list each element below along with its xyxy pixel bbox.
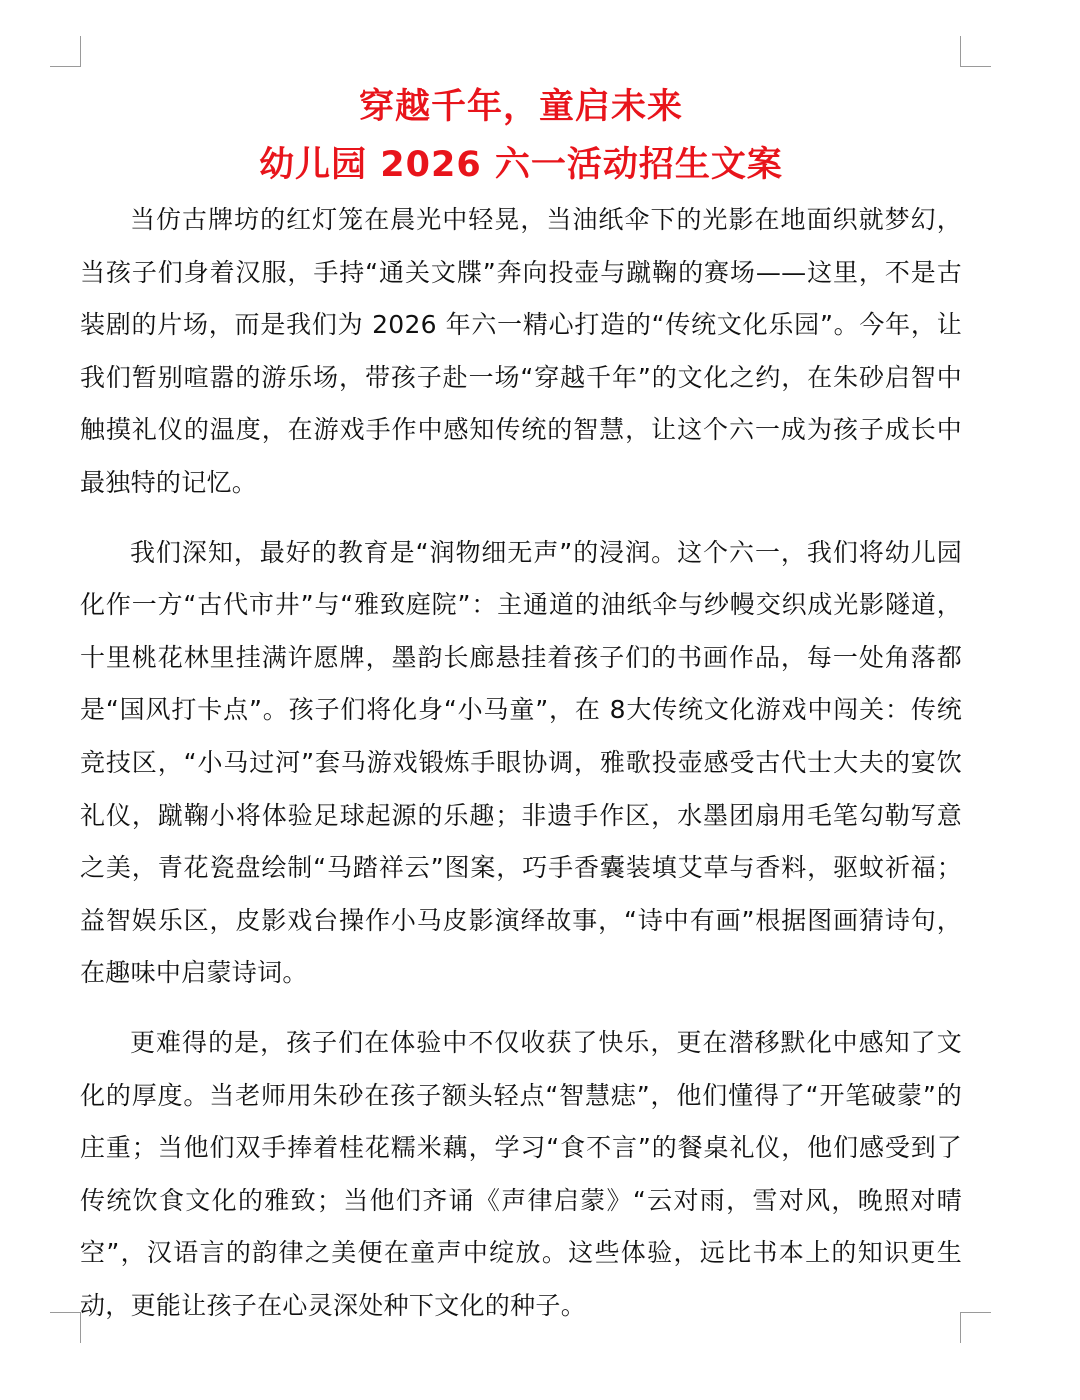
document-body[interactable] bbox=[80, 78, 962, 1349]
document-subtitle: 幼儿园 2026 六一活动招生文案 bbox=[259, 145, 783, 185]
crop-mark-top-right bbox=[960, 36, 991, 67]
crop-mark-top-left bbox=[50, 36, 81, 67]
paragraph-2: 我们深知，最好的教育是“润物细无声”的浸润。这个六一，我们将幼儿园化作一方“古代市井”与“雅致庭院”：主通道的油纸伞与纱幔交织成光影隧道，十里桃花林里挂满许愿牌，墨韵长廊悬挂着孩子们的书画作品，每一处角落都是“国风打卡点”。孩子们将化身“小马童”，在 8大传统文化游戏中闯关：传统竞技区，“小马过河”套马游戏锻炼手眼协调，雅歌投壶感受古代士大夫的宴饮礼仪，蹴鞠小将体验足球起源的乐趣；非遗手作区，水墨团扇用毛笔勾勒写意之美，青花瓷盘绘制“马踏祥云”图案，巧手香囊装填艾草与香料，驱蚊祈福；益智娱乐区，皮影戏台操作小马皮影演绎故事，“诗中有画”根据图画猜诗句，在趣味中启蒙诗词。 bbox=[80, 537, 962, 988]
document-title: 穿越千年，童启未来 bbox=[358, 87, 683, 127]
paragraph-1: 当仿古牌坊的红灯笼在晨光中轻晃，当油纸伞下的光影在地面织就梦幻，当孩子们身着汉服，手持“通关文牒”奔向投壶与蹴鞠的赛场——这里，不是古装剧的片场，而是我们为 2026 年六一精心打造的“传统文化乐园”。今年，让我们暂别喧嚣的游乐场，带孩子赴一场“穿越千年”的文化之约，在朱砂启智中触摸礼仪的温度，在游戏手作中感知传统的智慧，让这个六一成为孩子成长中最独特的记忆。 bbox=[80, 205, 962, 497]
paragraph-3: 更难得的是，孩子们在体验中不仅收获了快乐，更在潜移默化中感知了文化的厚度。当老师用朱砂在孩子额头轻点“智慧痣”，他们懂得了“开笔破蒙”的庄重；当他们双手捧着桂花糯米藕，学习“食不言”的餐桌礼仪，他们感受到了传统饮食文化的雅致；当他们齐诵《声律启蒙》“云对雨，雪对风，晚照对晴空”，汉语言的韵律之美便在童声中绽放。这些体验，远比书本上的知识更生动，更能让孩子在心灵深处种下文化的种子。 bbox=[80, 1027, 962, 1320]
crop-mark-bottom-right bbox=[960, 1312, 991, 1343]
crop-mark-bottom-left bbox=[50, 1312, 81, 1343]
